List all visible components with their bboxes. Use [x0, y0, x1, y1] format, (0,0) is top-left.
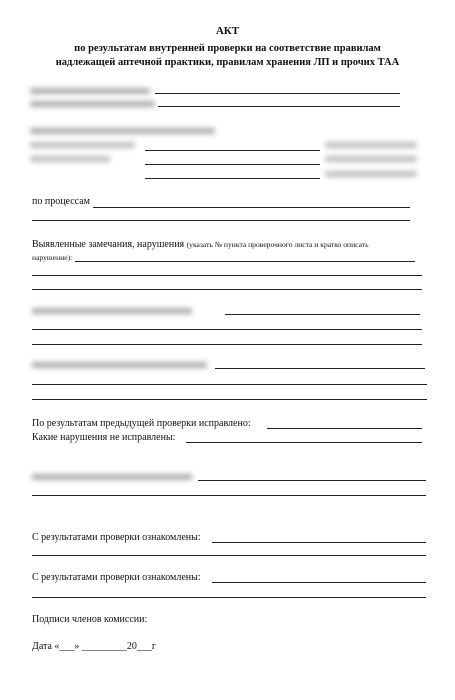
remarks-hint: (указать № пункта проверочного листа и кратко описать	[186, 240, 369, 249]
fill-line	[32, 329, 422, 330]
document-subtitle-line2: надлежащей аптечной практики, правилам хранения ЛП и прочих ТАА	[55, 57, 400, 68]
fill-line	[32, 399, 427, 400]
fill-line	[267, 428, 422, 429]
fill-line	[145, 150, 320, 151]
fill-line	[32, 495, 426, 496]
document-subtitle-line1: по результатам внутренней проверки на соответствие правилам	[74, 43, 381, 54]
remarks-label	[32, 239, 369, 251]
redacted-text	[32, 362, 207, 368]
document-title: АКТ	[215, 25, 240, 37]
not-fixed-label: Какие нарушения не исправлены:	[32, 432, 176, 443]
fill-line	[93, 207, 410, 208]
redacted-text	[30, 88, 150, 94]
fill-line	[186, 442, 422, 443]
by-processes-label: по процессам	[32, 196, 91, 207]
fill-line	[145, 178, 320, 179]
fill-line	[155, 93, 400, 94]
fill-line	[32, 597, 426, 598]
redacted-text	[32, 308, 192, 314]
fill-line	[212, 582, 426, 583]
acquainted-label-1: С результатами проверки ознакомлены:	[32, 532, 201, 543]
fill-line	[198, 480, 426, 481]
fill-line	[32, 555, 426, 556]
fill-line	[145, 164, 320, 165]
redacted-text	[30, 128, 215, 134]
fill-line	[75, 261, 415, 262]
fill-line	[32, 275, 422, 276]
fill-line	[215, 368, 425, 369]
prev-fixed-label: По результатам предыдущей проверки исправлено:	[32, 418, 251, 429]
fill-line	[212, 542, 426, 543]
fill-line	[32, 289, 422, 290]
redacted-text	[30, 156, 110, 162]
fill-line	[225, 314, 420, 315]
date-label: Дата «___» _________20___г	[32, 641, 157, 652]
fill-line	[32, 384, 427, 385]
fill-line	[158, 106, 400, 107]
redacted-text	[325, 142, 417, 148]
redacted-text	[30, 101, 155, 107]
redacted-text	[325, 171, 417, 177]
fill-line	[32, 220, 410, 221]
remarks-label-text: Выявленные замечания, нарушения	[32, 239, 185, 250]
signatures-label: Подписи членов комиссии:	[32, 614, 148, 625]
fill-line	[32, 344, 422, 345]
redacted-text	[32, 474, 192, 480]
redacted-text	[325, 156, 417, 162]
remarks-hint-2: нарушение):	[32, 253, 73, 262]
acquainted-label-2: С результатами проверки ознакомлены:	[32, 572, 201, 583]
redacted-text	[30, 142, 135, 148]
